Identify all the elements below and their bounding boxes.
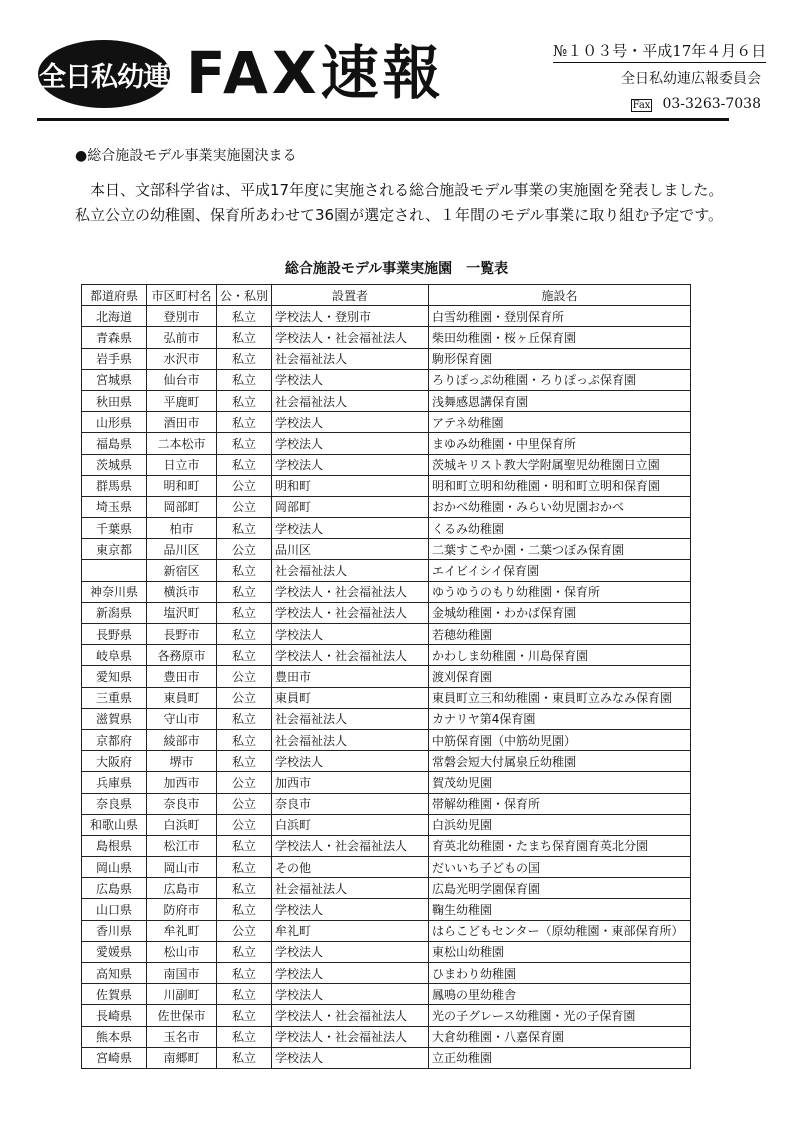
cell-municipality: 南国市 — [147, 963, 217, 984]
table-row — [82, 941, 691, 962]
cell-public-private: 私立 — [217, 963, 272, 984]
cell-municipality: 白浜町 — [147, 814, 217, 835]
cell-prefecture: 茨城県 — [82, 454, 147, 475]
cell-municipality: 横浜市 — [147, 581, 217, 602]
cell-municipality: 日立市 — [147, 454, 217, 475]
cell-public-private: 私立 — [217, 412, 272, 433]
table-row — [82, 560, 691, 581]
issue-info: №１０３号・平成17年４月６日 — [553, 40, 766, 63]
cell-facility-name: 常磐会短大付属泉丘幼稚園 — [429, 751, 691, 772]
table-row — [82, 581, 691, 602]
cell-facility-name: ひまわり幼稚園 — [429, 963, 691, 984]
cell-municipality: 新宿区 — [147, 560, 217, 581]
cell-municipality: 奈良市 — [147, 793, 217, 814]
cell-facility-name: 鞠生幼稚園 — [429, 899, 691, 920]
cell-operator: 品川区 — [272, 539, 429, 560]
cell-prefecture: 奈良県 — [82, 793, 147, 814]
cell-prefecture: 長崎県 — [82, 1005, 147, 1026]
cell-municipality: 明和町 — [147, 475, 217, 496]
table-row — [82, 1005, 691, 1026]
cell-facility-name: ろりぽっぷ幼稚園・ろりぽっぷ保育園 — [429, 369, 691, 390]
table-row — [82, 539, 691, 560]
table-row — [82, 369, 691, 390]
cell-municipality: 二本松市 — [147, 433, 217, 454]
table-row — [82, 772, 691, 793]
cell-operator: 学校法人 — [272, 433, 429, 454]
cell-operator: 加西市 — [272, 772, 429, 793]
cell-facility-name: 白浜幼児園 — [429, 814, 691, 835]
org-logo: 全日私幼連 — [38, 40, 170, 108]
cell-facility-name: 柴田幼稚園・桜ヶ丘保育園 — [429, 327, 691, 348]
fax-number: 03-3263-7038 — [662, 96, 761, 112]
cell-operator: 学校法人・社会福祉法人 — [272, 645, 429, 666]
cell-facility-name: エイビイシイ保育園 — [429, 560, 691, 581]
cell-operator: 学校法人 — [272, 454, 429, 475]
cell-operator: 社会福祉法人 — [272, 560, 429, 581]
cell-prefecture: 滋賀県 — [82, 708, 147, 729]
cell-facility-name: まゆみ幼稚園・中里保育所 — [429, 433, 691, 454]
publisher: 全日私幼連広報委員会 — [621, 71, 761, 87]
cell-operator: 学校法人・社会福祉法人 — [272, 327, 429, 348]
table-title: 総合施設モデル事業実施園 一覧表 — [284, 261, 509, 277]
cell-operator: 豊田市 — [272, 666, 429, 687]
cell-operator: 学校法人 — [272, 518, 429, 539]
cell-municipality: 堺市 — [147, 751, 217, 772]
cell-municipality: 弘前市 — [147, 327, 217, 348]
cell-municipality: 玉名市 — [147, 1026, 217, 1047]
cell-operator: 学校法人 — [272, 963, 429, 984]
cell-public-private: 私立 — [217, 899, 272, 920]
paragraph-line: 本日、文部科学省は、平成17年度に実施される総合施設モデル事業の実施園を発表しました。 — [75, 181, 724, 199]
fax-icon: Fax — [632, 100, 651, 111]
table-row — [82, 878, 691, 899]
table-row — [82, 602, 691, 623]
cell-prefecture: 京都府 — [82, 729, 147, 750]
table-header-row — [82, 285, 691, 306]
cell-facility-name: 光の子グレース幼稚園・光の子保育園 — [429, 1005, 691, 1026]
cell-prefecture: 青森県 — [82, 327, 147, 348]
cell-public-private: 私立 — [217, 708, 272, 729]
cell-facility-name: かわしま幼稚園・川島保育園 — [429, 645, 691, 666]
cell-prefecture: 広島県 — [82, 878, 147, 899]
cell-public-private: 公立 — [217, 920, 272, 941]
article-heading: ●総合施設モデル事業実施園決まる — [75, 148, 297, 164]
cell-prefecture: 神奈川県 — [82, 581, 147, 602]
cell-operator: 学校法人・社会福祉法人 — [272, 1005, 429, 1026]
table-row — [82, 624, 691, 645]
cell-operator: 学校法人 — [272, 624, 429, 645]
bulletin-title: FAX速報 — [186, 39, 445, 107]
cell-operator: 学校法人 — [272, 899, 429, 920]
table-row — [82, 645, 691, 666]
facility-table — [81, 284, 691, 1069]
table-row — [82, 687, 691, 708]
header-operator: 設置者 — [272, 285, 429, 306]
cell-prefecture: 山形県 — [82, 412, 147, 433]
cell-prefecture: 東京都 — [82, 539, 147, 560]
cell-municipality: 各務原市 — [147, 645, 217, 666]
cell-facility-name: 鳳鳴の里幼稚舎 — [429, 984, 691, 1005]
header-municipality: 市区町村名 — [147, 285, 217, 306]
cell-municipality: 塩沢町 — [147, 602, 217, 623]
cell-facility-name: 賀茂幼児園 — [429, 772, 691, 793]
cell-public-private: 私立 — [217, 390, 272, 411]
cell-public-private: 私立 — [217, 1005, 272, 1026]
cell-prefecture: 香川県 — [82, 920, 147, 941]
cell-municipality: 岡山市 — [147, 857, 217, 878]
cell-public-private: 私立 — [217, 835, 272, 856]
table-row — [82, 751, 691, 772]
cell-municipality: 品川区 — [147, 539, 217, 560]
cell-facility-name: 金城幼稚園・わかば保育園 — [429, 602, 691, 623]
cell-operator: その他 — [272, 857, 429, 878]
cell-facility-name: 東員町立三和幼稚園・東員町立みなみ保育園 — [429, 687, 691, 708]
cell-public-private: 私立 — [217, 306, 272, 327]
cell-operator: 学校法人・社会福祉法人 — [272, 1026, 429, 1047]
cell-public-private: 公立 — [217, 475, 272, 496]
cell-prefecture: 和歌山県 — [82, 814, 147, 835]
header-divider — [37, 118, 729, 121]
cell-operator: 学校法人・登別市 — [272, 306, 429, 327]
table-row — [82, 729, 691, 750]
cell-operator: 社会福祉法人 — [272, 348, 429, 369]
table-row — [82, 306, 691, 327]
table-row — [82, 412, 691, 433]
table-row — [82, 814, 691, 835]
cell-operator: 学校法人・社会福祉法人 — [272, 581, 429, 602]
table-row — [82, 708, 691, 729]
cell-municipality: 南郷町 — [147, 1047, 217, 1068]
cell-operator: 社会福祉法人 — [272, 390, 429, 411]
cell-facility-name: アテネ幼稚園 — [429, 412, 691, 433]
cell-facility-name: ゆうゆうのもり幼稚園・保育所 — [429, 581, 691, 602]
cell-prefecture: 千葉県 — [82, 518, 147, 539]
cell-municipality: 仙台市 — [147, 369, 217, 390]
article-body — [75, 178, 735, 228]
cell-public-private: 私立 — [217, 348, 272, 369]
cell-municipality: 豊田市 — [147, 666, 217, 687]
cell-facility-name: 茨城キリスト教大学附属聖児幼稚園日立園 — [429, 454, 691, 475]
table-row — [82, 327, 691, 348]
cell-public-private: 私立 — [217, 729, 272, 750]
table-row — [82, 984, 691, 1005]
cell-public-private: 私立 — [217, 857, 272, 878]
cell-facility-name: 渡刈保育園 — [429, 666, 691, 687]
cell-facility-name: 東松山幼稚園 — [429, 941, 691, 962]
fax-number-line — [631, 96, 761, 112]
cell-municipality: 水沢市 — [147, 348, 217, 369]
cell-prefecture: 佐賀県 — [82, 984, 147, 1005]
cell-facility-name: 帯解幼稚園・保育所 — [429, 793, 691, 814]
cell-prefecture: 岐阜県 — [82, 645, 147, 666]
cell-operator: 社会福祉法人 — [272, 878, 429, 899]
cell-prefecture: 三重県 — [82, 687, 147, 708]
header-prefecture: 都道府県 — [82, 285, 147, 306]
cell-operator: 学校法人・社会福祉法人 — [272, 835, 429, 856]
cell-municipality: 長野市 — [147, 624, 217, 645]
cell-facility-name: はらこどもセンター（原幼稚園・東部保育所） — [429, 920, 691, 941]
cell-municipality: 平鹿町 — [147, 390, 217, 411]
cell-municipality: 佐世保市 — [147, 1005, 217, 1026]
cell-operator: 学校法人 — [272, 412, 429, 433]
cell-prefecture: 北海道 — [82, 306, 147, 327]
cell-prefecture: 熊本県 — [82, 1026, 147, 1047]
cell-municipality: 広島市 — [147, 878, 217, 899]
cell-prefecture: 宮城県 — [82, 369, 147, 390]
cell-operator: 社会福祉法人 — [272, 708, 429, 729]
cell-public-private: 公立 — [217, 666, 272, 687]
table-row — [82, 348, 691, 369]
cell-facility-name: だいいち子どもの国 — [429, 857, 691, 878]
cell-prefecture: 大阪府 — [82, 751, 147, 772]
cell-operator: 牟礼町 — [272, 920, 429, 941]
cell-municipality: 東員町 — [147, 687, 217, 708]
cell-operator: 学校法人 — [272, 369, 429, 390]
cell-prefecture: 埼玉県 — [82, 496, 147, 517]
cell-prefecture: 山口県 — [82, 899, 147, 920]
cell-municipality: 岡部町 — [147, 496, 217, 517]
cell-operator: 学校法人 — [272, 1047, 429, 1068]
cell-public-private: 私立 — [217, 624, 272, 645]
paragraph-line: 私立公立の幼稚園、保育所あわせて36園が選定され、１年間のモデル事業に取り組む予定です。 — [75, 206, 724, 224]
cell-prefecture: 新潟県 — [82, 602, 147, 623]
cell-prefecture — [82, 560, 147, 581]
cell-municipality: 酒田市 — [147, 412, 217, 433]
cell-public-private: 私立 — [217, 581, 272, 602]
table-row — [82, 1026, 691, 1047]
cell-public-private: 公立 — [217, 793, 272, 814]
cell-public-private: 私立 — [217, 751, 272, 772]
table-row — [82, 475, 691, 496]
cell-public-private: 公立 — [217, 687, 272, 708]
cell-municipality: 牟礼町 — [147, 920, 217, 941]
cell-prefecture: 兵庫県 — [82, 772, 147, 793]
cell-public-private: 公立 — [217, 496, 272, 517]
cell-public-private: 私立 — [217, 1047, 272, 1068]
cell-public-private: 私立 — [217, 645, 272, 666]
cell-public-private: 私立 — [217, 560, 272, 581]
table-row — [82, 899, 691, 920]
cell-public-private: 私立 — [217, 327, 272, 348]
cell-prefecture: 福島県 — [82, 433, 147, 454]
cell-facility-name: 駒形保育園 — [429, 348, 691, 369]
cell-operator: 岡部町 — [272, 496, 429, 517]
table-row — [82, 390, 691, 411]
cell-prefecture: 秋田県 — [82, 390, 147, 411]
cell-operator: 学校法人・社会福祉法人 — [272, 602, 429, 623]
cell-municipality: 防府市 — [147, 899, 217, 920]
cell-facility-name: 育英北幼稚園・たまち保育園育英北分園 — [429, 835, 691, 856]
cell-public-private: 私立 — [217, 454, 272, 475]
cell-operator: 学校法人 — [272, 984, 429, 1005]
cell-public-private: 私立 — [217, 369, 272, 390]
cell-public-private: 私立 — [217, 941, 272, 962]
cell-prefecture: 島根県 — [82, 835, 147, 856]
table-row — [82, 666, 691, 687]
cell-facility-name: 白雪幼稚園・登別保育所 — [429, 306, 691, 327]
table-row — [82, 518, 691, 539]
cell-public-private: 公立 — [217, 772, 272, 793]
cell-operator: 社会福祉法人 — [272, 729, 429, 750]
cell-municipality: 松江市 — [147, 835, 217, 856]
cell-operator: 奈良市 — [272, 793, 429, 814]
table-row — [82, 1047, 691, 1068]
cell-prefecture: 高知県 — [82, 963, 147, 984]
cell-facility-name: 立正幼稚園 — [429, 1047, 691, 1068]
table-row — [82, 857, 691, 878]
cell-municipality: 川副町 — [147, 984, 217, 1005]
cell-prefecture: 岩手県 — [82, 348, 147, 369]
cell-facility-name: 二葉すこやか園・二葉つぼみ保育園 — [429, 539, 691, 560]
cell-facility-name: カナリヤ第4保育園 — [429, 708, 691, 729]
table-row — [82, 433, 691, 454]
cell-prefecture: 愛媛県 — [82, 941, 147, 962]
cell-facility-name: 浅舞感恩講保育園 — [429, 390, 691, 411]
cell-public-private: 公立 — [217, 814, 272, 835]
cell-public-private: 私立 — [217, 433, 272, 454]
cell-prefecture: 長野県 — [82, 624, 147, 645]
cell-facility-name: 明和町立明和幼稚園・明和町立明和保育園 — [429, 475, 691, 496]
cell-public-private: 私立 — [217, 984, 272, 1005]
cell-prefecture: 宮崎県 — [82, 1047, 147, 1068]
cell-operator: 明和町 — [272, 475, 429, 496]
cell-operator: 東員町 — [272, 687, 429, 708]
table-row — [82, 793, 691, 814]
header-public-private: 公・私別 — [217, 285, 272, 306]
table-row — [82, 496, 691, 517]
table-row — [82, 920, 691, 941]
cell-facility-name: おかべ幼稚園・みらい幼児園おかべ — [429, 496, 691, 517]
cell-municipality: 綾部市 — [147, 729, 217, 750]
cell-public-private: 私立 — [217, 878, 272, 899]
cell-municipality: 登別市 — [147, 306, 217, 327]
cell-municipality: 加西市 — [147, 772, 217, 793]
cell-public-private: 私立 — [217, 1026, 272, 1047]
cell-prefecture: 岡山県 — [82, 857, 147, 878]
cell-municipality: 松山市 — [147, 941, 217, 962]
cell-facility-name: 大倉幼稚園・八嘉保育園 — [429, 1026, 691, 1047]
table-row — [82, 963, 691, 984]
table-row — [82, 454, 691, 475]
cell-operator: 学校法人 — [272, 941, 429, 962]
cell-facility-name: 中筋保育園（中筋幼児園） — [429, 729, 691, 750]
cell-operator: 白浜町 — [272, 814, 429, 835]
cell-municipality: 守山市 — [147, 708, 217, 729]
cell-public-private: 公立 — [217, 539, 272, 560]
cell-prefecture: 群馬県 — [82, 475, 147, 496]
cell-facility-name: 若穂幼稚園 — [429, 624, 691, 645]
cell-municipality: 柏市 — [147, 518, 217, 539]
cell-operator: 学校法人 — [272, 751, 429, 772]
header-facility-name: 施設名 — [429, 285, 691, 306]
cell-facility-name: くるみ幼稚園 — [429, 518, 691, 539]
cell-prefecture: 愛知県 — [82, 666, 147, 687]
cell-public-private: 私立 — [217, 602, 272, 623]
cell-facility-name: 広島光明学園保育園 — [429, 878, 691, 899]
cell-public-private: 私立 — [217, 518, 272, 539]
table-row — [82, 835, 691, 856]
